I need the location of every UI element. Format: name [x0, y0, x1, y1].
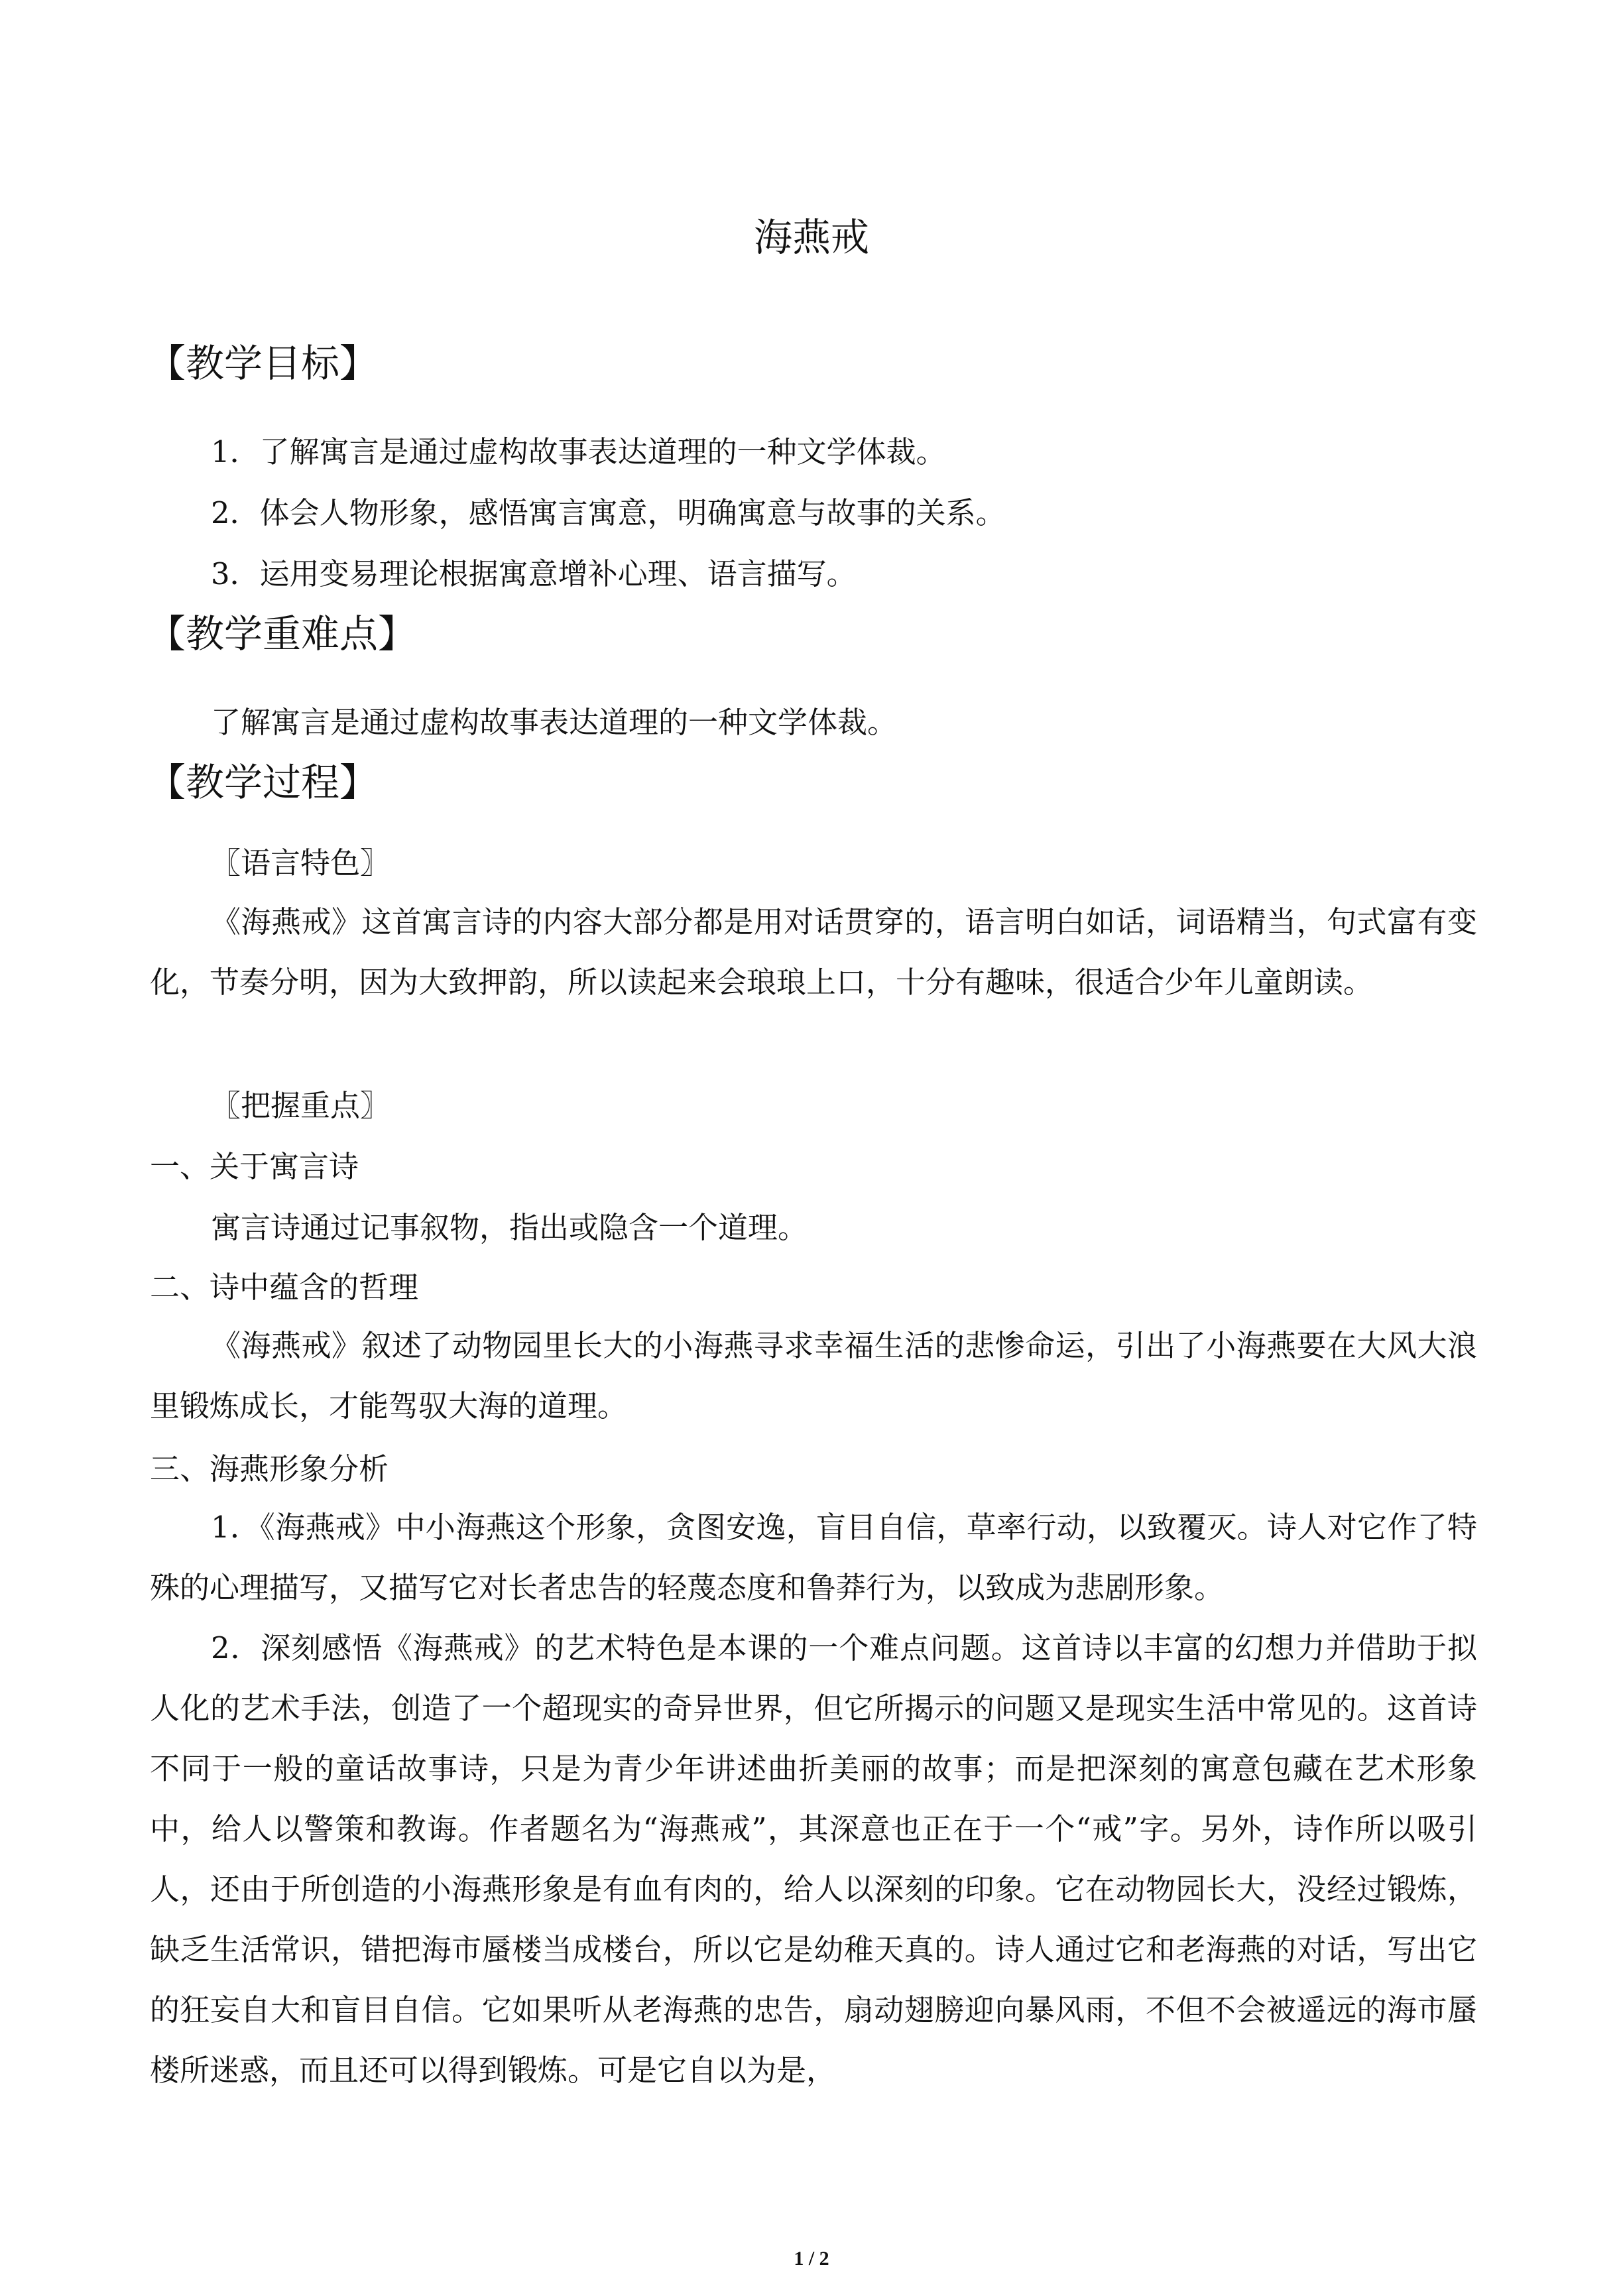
- item2-paragraph: 《海燕戒》叙述了动物园里长大的小海燕寻求幸福生活的悲惨命运，引出了小海燕要在大风大浪里锻炼成长，才能驾驭大海的道理。: [150, 1328, 1477, 1423]
- page-number: 1 / 2: [794, 2248, 829, 2269]
- key-text: 了解寓言是通过虚构故事表达道理的一种文学体裁。: [211, 705, 898, 740]
- item3-paragraph-2: 2．深刻感悟《海燕戒》的艺术特色是本课的一个难点问题。这首诗以丰富的幻想力并借助于拟人化的艺术手法，创造了一个超现实的奇异世界，但它所揭示的问题又是现实生活中常见的。这首诗不同于一般的童话故事诗，只是为青少年讲述曲折美丽的故事；而是把深刻的寓意包藏在艺术形象中，给人以警策和教诲。作者题名为“海燕戒”，其深意也正在于一个“戒”字。另外，诗作所以吸引人，还由于所创造的小海燕形象是有血有肉的，给人以深刻的印象。它在动物园长大，没经过锻炼，缺乏生活常识，错把海市蜃楼当成楼台，所以它是幼稚天真的。诗人通过它和老海燕的对话，写出它的狂妄自大和盲目自信。它如果听从老海燕的忠告，扇动翅膀迎向暴风雨，不但不会被遥远的海市蜃楼所迷惑，而且还可以得到锻炼。可是它自以为是，: [150, 1630, 1477, 2088]
- grasp-subheading: 〖把握重点〗: [211, 1088, 391, 1123]
- language-paragraph: 《海燕戒》这首寓言诗的内容大部分都是用对话贯穿的，语言明白如话，词语精当，句式富有变化，节奏分明，因为大致押韵，所以读起来会琅琅上口，十分有趣味，很适合少年儿童朗读。: [150, 904, 1477, 1000]
- process-heading: 【教学过程】: [147, 760, 379, 805]
- item3-heading: 三、海燕形象分析: [150, 1451, 389, 1486]
- goal-item-3: 3．运用变易理论根据寓意增补心理、语言描写。: [211, 556, 857, 591]
- item1-text: 寓言诗通过记事叙物，指出或隐含一个道理。: [211, 1210, 808, 1245]
- key-heading: 【教学重难点】: [147, 611, 417, 656]
- language-subheading: 〖语言特色〗: [211, 845, 391, 880]
- item3-paragraph-1: 1．《海燕戒》中小海燕这个形象，贪图安逸，盲目自信，草率行动，以致覆灭。诗人对它作了特殊的心理描写，又描写它对长者忠告的轻蔑态度和鲁莽行为，以致成为悲剧形象。: [150, 1510, 1477, 1605]
- page-title: 海燕戒: [753, 215, 869, 260]
- item1-heading: 一、关于寓言诗: [150, 1149, 359, 1184]
- item2-heading: 二、诗中蕴含的哲理: [150, 1270, 419, 1305]
- goals-heading: 【教学目标】: [147, 341, 379, 386]
- goal-item-1: 1．了解寓言是通过虚构故事表达道理的一种文学体裁。: [211, 434, 946, 469]
- goal-item-2: 2．体会人物形象，感悟寓言寓意，明确寓意与故事的关系。: [211, 495, 1006, 530]
